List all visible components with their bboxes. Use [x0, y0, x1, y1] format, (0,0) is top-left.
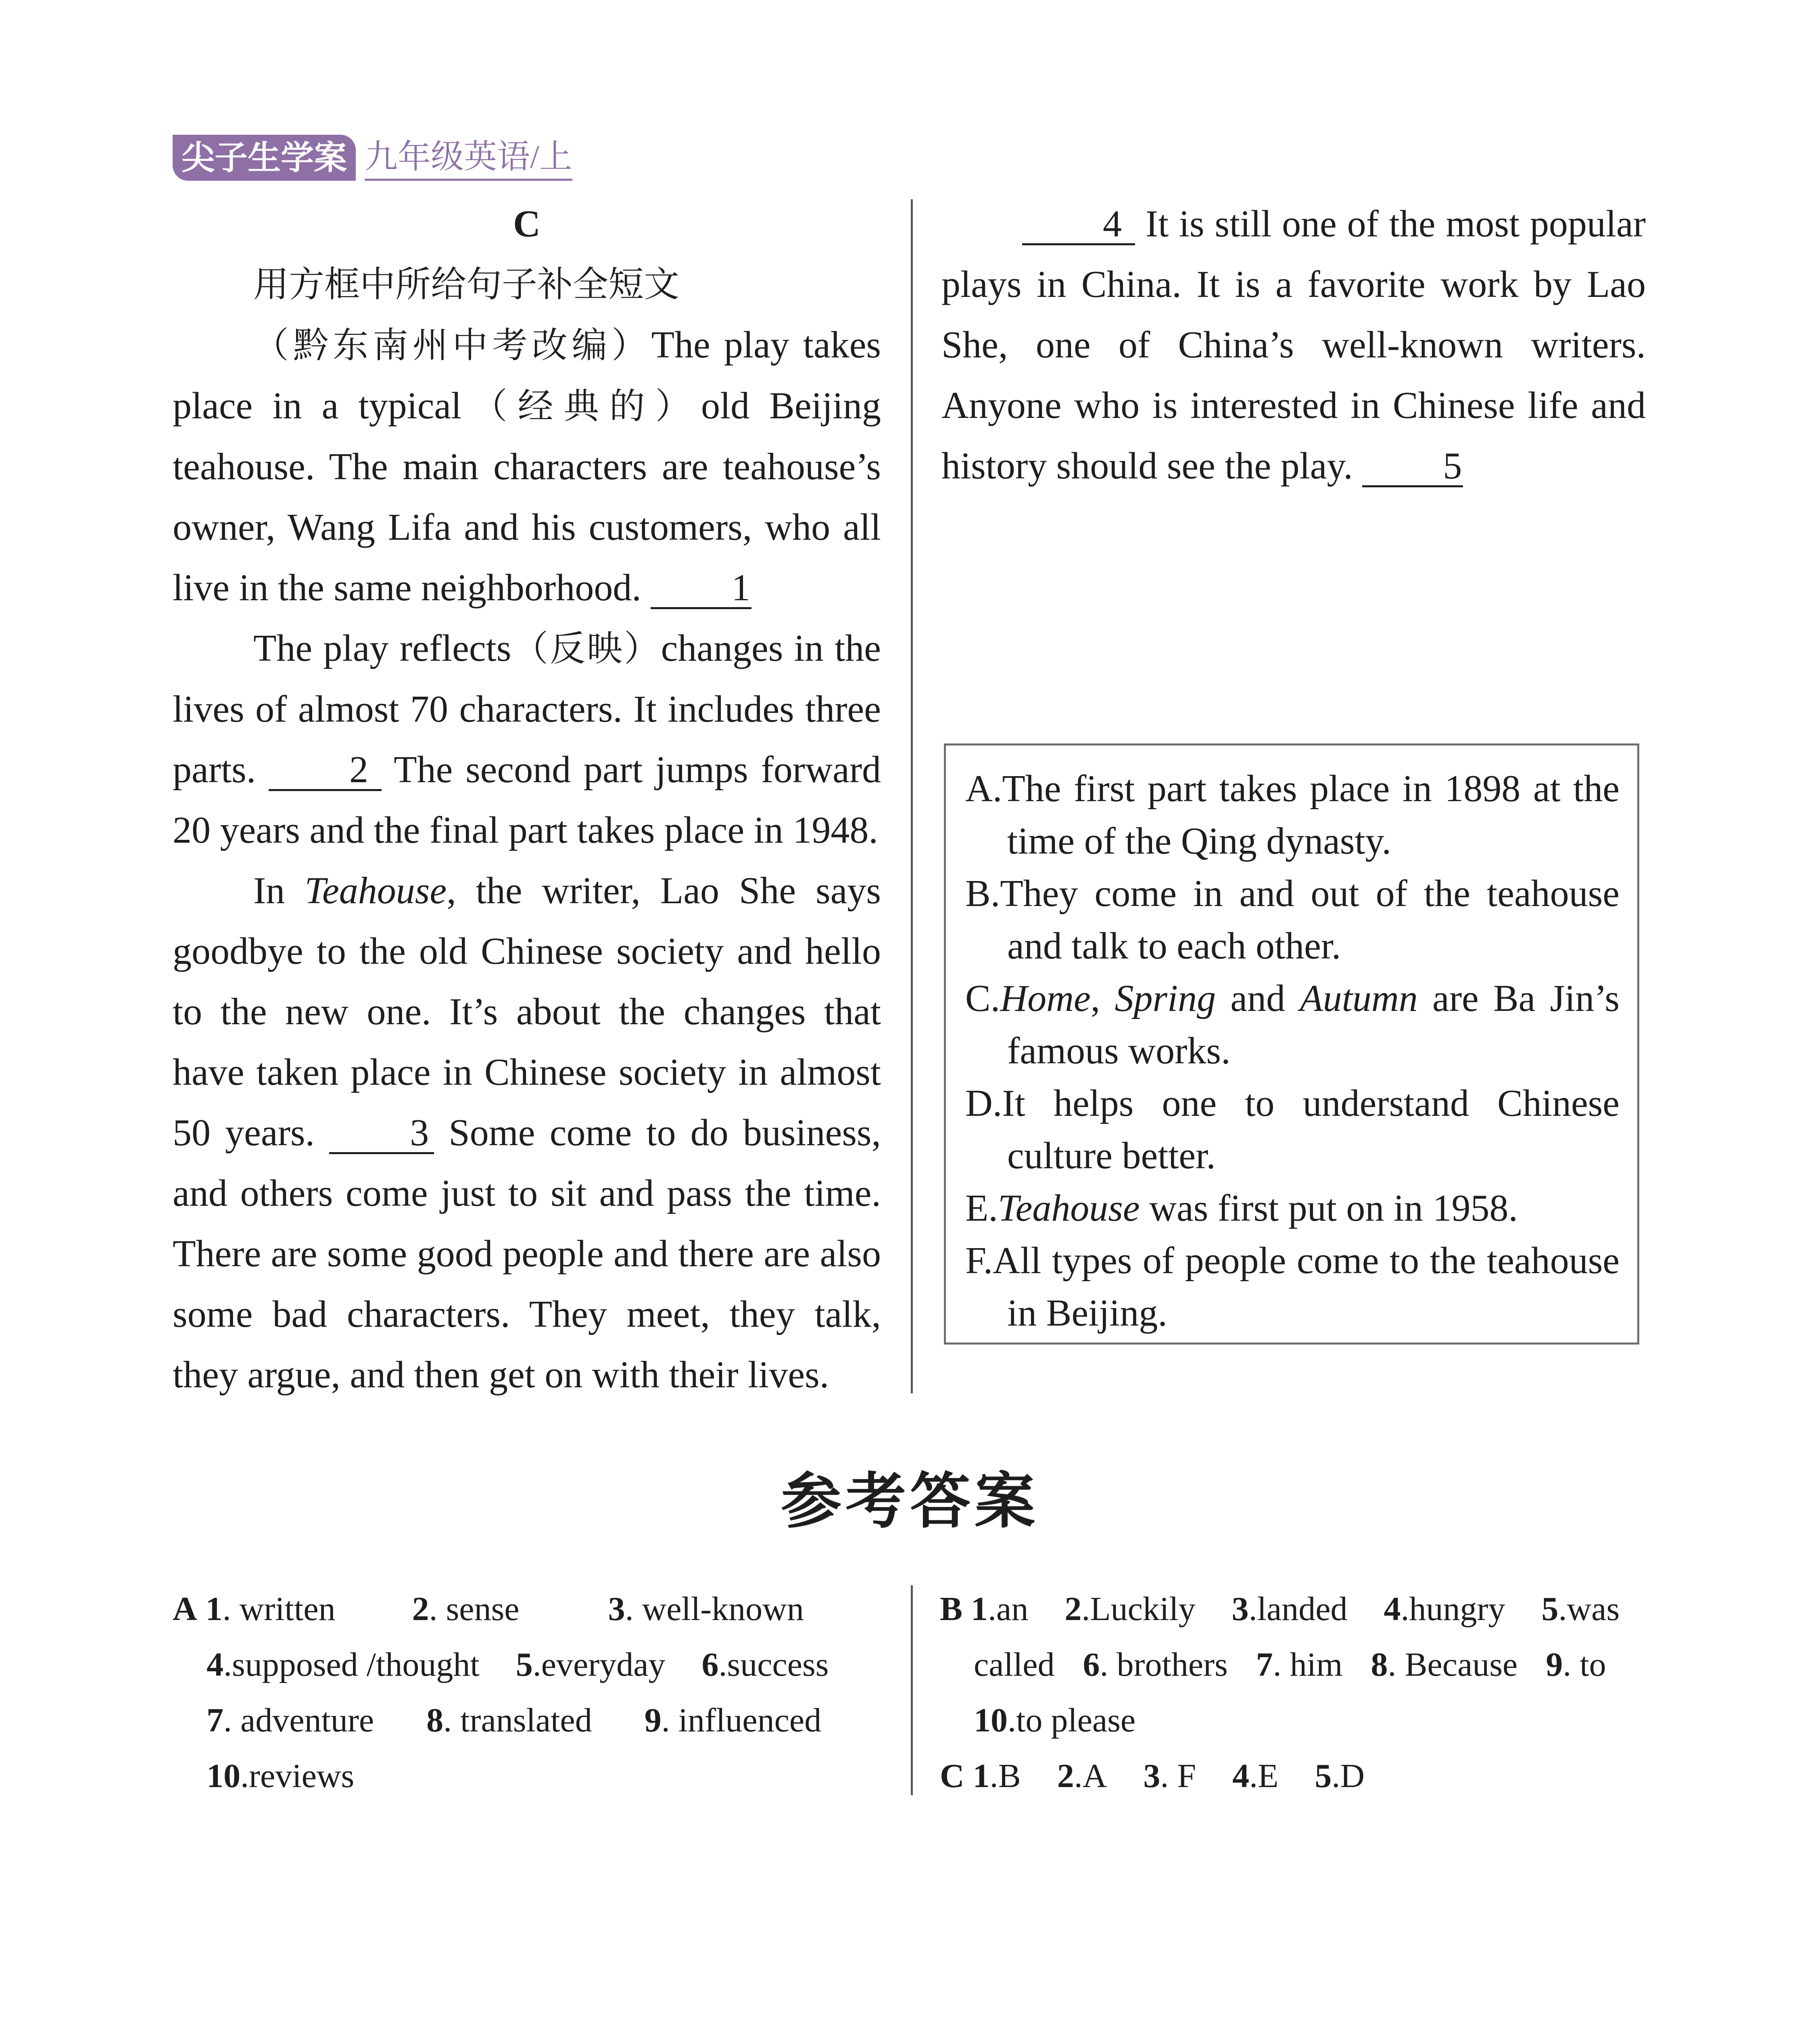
- option-c: C.Home, Spring and Autumn are Ba Jin’s famous works.: [965, 977, 1620, 1072]
- paragraph-2: The play reflects（反映）changes in the lives of almost 70 characters. It includes three parts. 2 The second part jumps forward 20 years and the final part takes place in 1948.: [173, 627, 881, 851]
- answers-a-row-3: 7. adventure 8. translated 9. influenced: [207, 1702, 822, 1739]
- answers-divider: [911, 1585, 913, 1795]
- answers-b-row-1: B 1.an 2.Luckily 3.landed 4.hungry 5.was: [940, 1590, 1620, 1628]
- answers-a-row-2: 4.supposed /thought 5.everyday 6.success: [207, 1646, 829, 1683]
- blank-5: 5: [1362, 447, 1463, 487]
- paragraph-4: 4 It is still one of the most popular plays in China. It is a favorite work by Lao She, one of China’s well-known writers. Anyone who is interested in Chinese life and history should see the play. 5: [941, 203, 1646, 487]
- title-teahouse: Teahouse: [305, 870, 447, 912]
- answers-a: [173, 1581, 881, 1804]
- option-d: D.It helps one to understand Chinese culture better.: [965, 1082, 1620, 1177]
- book-subtitle: 九年级英语/上: [365, 136, 572, 181]
- answers-a-row-4: 10.reviews: [207, 1757, 355, 1795]
- left-column: [173, 194, 881, 1405]
- option-e: E.Teahouse was first put on in 1958.: [965, 1187, 1518, 1229]
- page-header: [173, 132, 572, 181]
- answers-b-row-2: called 6. brothers 7. him 8. Because 9. to: [974, 1646, 1606, 1683]
- paragraph-3: In Teahouse, the writer, Lao She says goodbye to the old Chinese society and hello to the new one. It’s about the changes that have taken place in Chinese society in almost 50 years. 3 Some come to do business, and others come just to sit and pass the time. There are some good people and there are also some bad characters. They meet, they talk, they argue, and then get on with their lives.: [173, 870, 881, 1396]
- blank-3: 3: [329, 1113, 434, 1154]
- brand-badge: 尖子生学案: [173, 135, 356, 181]
- option-b: B.They come in and out of the teahouse and talk to each other.: [965, 873, 1620, 967]
- right-column: [941, 194, 1646, 718]
- column-divider: [911, 199, 913, 1393]
- instruction: 用方框中所给句子补全短文: [253, 263, 680, 305]
- blank-2: 2: [269, 750, 382, 791]
- section-label: C: [513, 203, 541, 245]
- answers-b-c: [940, 1581, 1650, 1804]
- gloss: （反映）: [511, 628, 661, 669]
- options-box: [944, 743, 1639, 1345]
- option-f: F.All types of people come to the teahouse in Beijing.: [965, 1240, 1620, 1334]
- gloss: （经典的）: [461, 385, 701, 427]
- answers-b-row-3: 10.to please: [974, 1702, 1136, 1739]
- paragraph-1: （黔东南州中考改编）The play takes place in a typical（经典的）old Beijing teahouse. The main characters are teahouse’s owner, Wang Lifa and his customers, who all live in the same neighborhood. 1: [173, 324, 881, 609]
- answers-title: 参考答案: [781, 1466, 1039, 1537]
- blank-1: 1: [651, 568, 751, 609]
- source-note: （黔东南州中考改编）: [253, 324, 651, 366]
- answers-a-row-1: A 1. written 2. sense 3. well-known: [173, 1590, 804, 1628]
- blank-4: 4: [1022, 205, 1135, 245]
- option-a: A.The first part takes place in 1898 at the time of the Qing dynasty.: [965, 768, 1620, 862]
- answers-c-row: C 1.B 2.A 3. F 4.E 5.D: [940, 1757, 1365, 1795]
